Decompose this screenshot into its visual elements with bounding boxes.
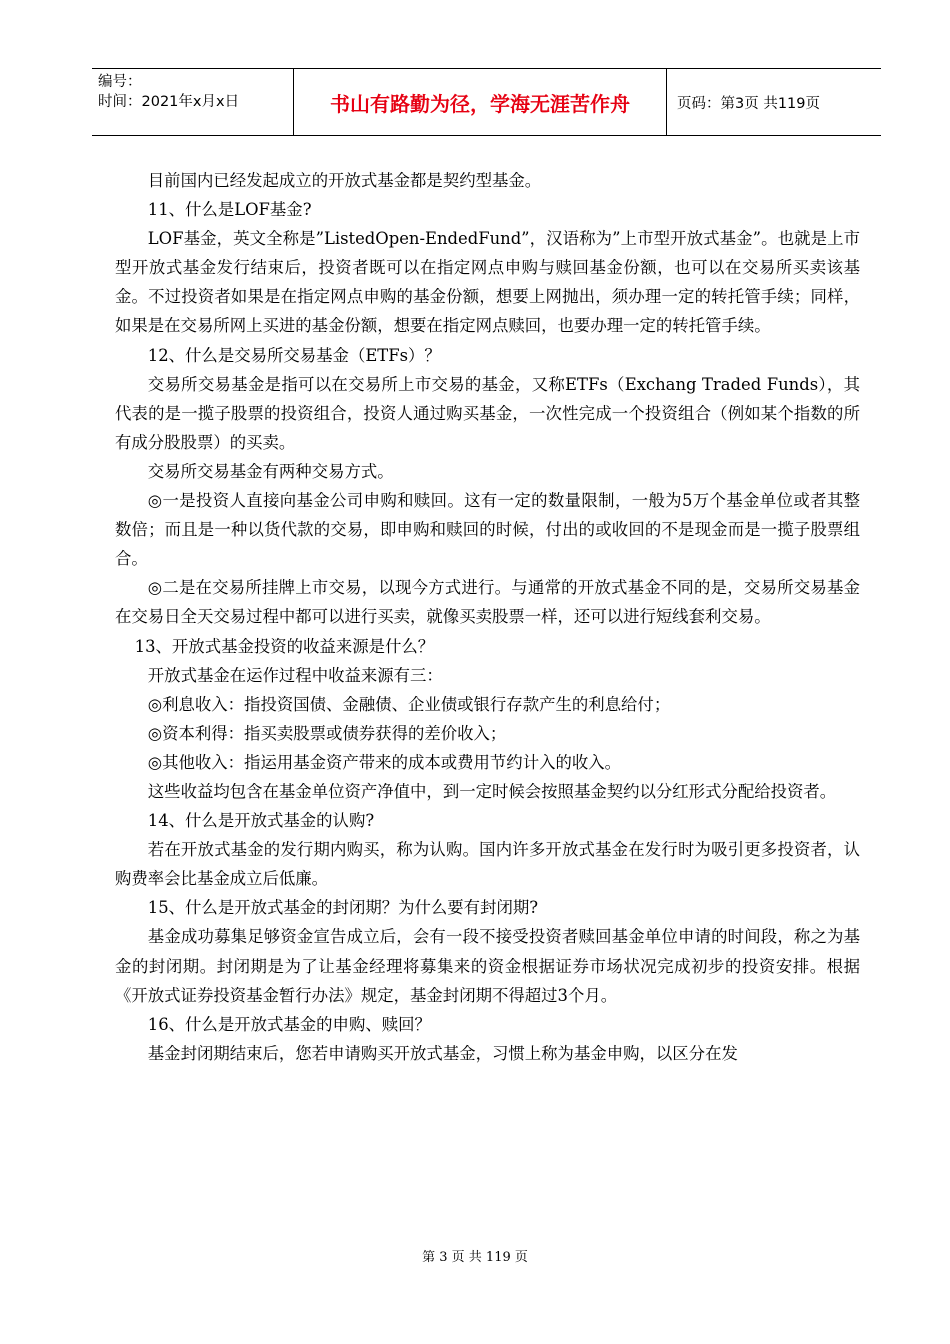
paragraph: 基金成功募集足够资金宣告成立后，会有一段不接受投资者赎回基金单位申请的时间段，称之为基金的封闭期。封闭期是为了让基金经理将募集来的资金根据证券市场状况完成初步的投资安排。根据《开放式证券投资基金暂行办法》规定，基金封闭期不得超过3个月。 <box>115 927 860 1005</box>
header-motto-cell <box>294 69 667 135</box>
paragraph: 这些收益均包含在基金单位资产净值中，到一定时候会按照基金契约以分红形式分配给投资者。 <box>147 781 837 801</box>
paragraph: LOF基金，英文全称是”ListedOpen-EndedFund”，汉语称为”上市型开放式基金”。也就是上市型开放式基金发行结束后，投资者既可以在指定网点申购与赎回基金份额，也可以在交易所买卖该基金。不过投资者如果是在指定网点申购的基金份额，想要上网抛出，须办理一定的转托管手续；同样，如果是在交易所网上买进的基金份额，想要在指定网点赎回，也要办理一定的转托管手续。 <box>115 229 860 336</box>
paragraph: 若在开放式基金的发行期内购买，称为认购。国内许多开放式基金在发行时为吸引更多投资者，认购费率会比基金成立后低廉。 <box>115 840 860 889</box>
question-heading: 14、什么是开放式基金的认购? <box>147 811 375 831</box>
question-heading: 11、什么是LOF基金? <box>147 200 312 220</box>
paragraph: 开放式基金在运作过程中收益来源有三： <box>147 665 443 685</box>
question-heading: 13、开放式基金投资的收益来源是什么？ <box>134 636 435 656</box>
document-number-label: 编号： <box>98 74 142 90</box>
list-item: ◎利息收入：指投资国债、金融债、企业债或银行存款产生的利息给付； <box>147 694 671 714</box>
paragraph: 交易所交易基金是指可以在交易所上市交易的基金，又称ETFs（Exchang Traded Funds），其代表的是一揽子股票的投资组合，投资人通过购买基金，一次性完成一个投资组合（例如某个指数的所有成分股股票）的买卖。 <box>115 374 860 452</box>
paragraph: ◎一是投资人直接向基金公司申购和赎回。这有一定的数量限制，一般为5万个基金单位或者其整数倍；而且是一种以货代款的交易，即申购和赎回的时候，付出的或收回的不是现金而是一揽子股票组合。 <box>115 491 860 569</box>
document-time-label: 时间：2021年x月x日 <box>98 94 240 110</box>
paragraph: 目前国内已经发起成立的开放式基金都是契约型基金。 <box>147 171 542 190</box>
list-item: ◎其他收入：指运用基金资产带来的成本或费用节约计入的收入。 <box>147 752 622 772</box>
document-body <box>115 166 860 1068</box>
question-heading: 16、什么是开放式基金的申购、赎回？ <box>147 1014 431 1034</box>
paragraph: ◎二是在交易所挂牌上市交易，以现今方式进行。与通常的开放式基金不同的是，交易所交易基金在交易日全天交易过程中都可以进行买卖，就像买卖股票一样，还可以进行短线套利交易。 <box>115 578 860 627</box>
list-item: ◎资本利得：指买卖股票或债券获得的差价收入； <box>147 723 507 743</box>
header-motto: 书山有路勤为径，学海无涯苦作舟 <box>330 91 630 116</box>
header-table <box>92 68 881 136</box>
header-page-info: 页码：第3页 共119页 <box>677 95 821 112</box>
question-heading: 12、什么是交易所交易基金（ETFs）？ <box>147 345 441 365</box>
paragraph: 交易所交易基金有两种交易方式。 <box>147 461 394 481</box>
header-meta-cell <box>92 69 294 135</box>
page-footer <box>0 1246 950 1265</box>
paragraph: 基金封闭期结束后，您若申请购买开放式基金，习惯上称为基金申购，以区分在发 <box>147 1043 738 1063</box>
question-heading: 15、什么是开放式基金的封闭期？为什么要有封闭期? <box>147 898 539 918</box>
header-page-cell <box>667 69 881 135</box>
footer-page-number: 第 3 页 共 119 页 <box>422 1250 528 1265</box>
